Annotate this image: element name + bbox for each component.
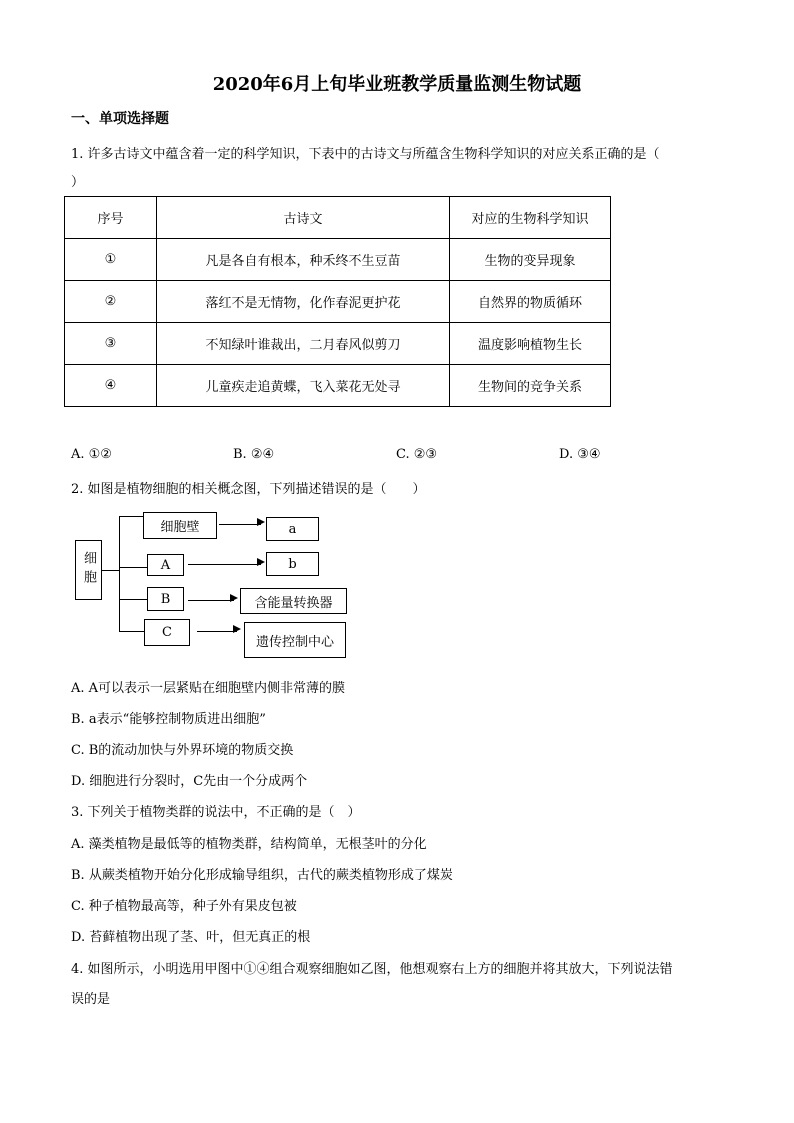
cell-concept-diagram [0,500,794,670]
q2-option-c[interactable]: C. B的流动加快与外界环境的物质交换 [71,743,294,758]
header-cell: 对应的生物科学知识 [450,197,611,239]
table-cell: 生物的变异现象 [450,239,611,281]
box-b: b [266,552,319,576]
page-title: 2020年6月上旬毕业班教学质量监测生物试题 [212,74,582,95]
diagram-branch [119,567,147,568]
table-cell: ② [65,281,157,323]
arrow-line [188,564,261,565]
section-heading: 一、单项选择题 [71,111,169,127]
table-cell: ④ [65,365,157,407]
q1-stem-end: ） [71,175,85,190]
arrow-head-icon [230,594,238,602]
table-cell: 凡是各自有根本，种禾终不生豆苗 [157,239,450,281]
cell-wall-box: 细胞壁 [143,512,217,539]
box-a: a [266,517,319,541]
arrow-line [197,631,237,632]
box-B: B [147,587,184,611]
box-A: A [147,554,184,576]
q3-option-d[interactable]: D. 苔藓植物出现了茎、叶，但无真正的根 [71,930,311,945]
table-cell: ③ [65,323,157,365]
arrow-head-icon [257,558,265,566]
arrow-head-icon [233,625,241,633]
box-C: C [144,619,190,646]
table-header-row [65,197,611,239]
arrow-line [188,600,234,601]
q3-stem: 3. 下列关于植物类群的说法中，不正确的是（ ） [71,805,361,820]
q4-stem: 4. 如图所示，小明选用甲图中①④组合观察细胞如乙图，他想观察右上方的细胞并将其放大，下列说法错 [71,962,673,977]
table-cell: 不知绿叶谁裁出，二月春风似剪刀 [157,323,450,365]
diagram-branch [119,631,144,632]
table-row [65,365,611,407]
q2-option-b[interactable]: B. a表示“能够控制物质进出细胞” [71,712,266,727]
q1-option-a[interactable]: A. ①② [71,447,112,462]
arrow-head-icon [257,518,265,526]
q2-option-a[interactable]: A. A可以表示一层紧贴在细胞壁内侧非常薄的膜 [71,681,346,696]
energy-converter-box: 含能量转换器 [240,588,347,614]
q3-option-a[interactable]: A. 藻类植物是最低等的植物类群，结构简单，无根茎叶的分化 [71,837,427,852]
q2-stem: 2. 如图是植物细胞的相关概念图，下列描述错误的是（ ） [71,482,426,497]
diagram-connector [102,570,119,571]
table-row [65,281,611,323]
q3-option-b[interactable]: B. 从蕨类植物开始分化形成输导组织，古代的蕨类植物形成了煤炭 [71,868,453,883]
q1-table [64,196,611,407]
diagram-root-box: 细胞 [75,540,102,600]
header-cell: 序号 [65,197,157,239]
diagram-branch [119,516,143,517]
table-cell: 生物间的竞争关系 [450,365,611,407]
genetic-control-center-box: 遗传控制中心 [244,622,346,658]
table-cell: 儿童疾走追黄蝶，飞入菜花无处寻 [157,365,450,407]
table-row [65,323,611,365]
table-cell: 自然界的物质循环 [450,281,611,323]
table-row [65,239,611,281]
table-cell: 温度影响植物生长 [450,323,611,365]
q1-option-c[interactable]: C. ②③ [396,447,438,462]
q3-option-c[interactable]: C. 种子植物最高等，种子外有果皮包被 [71,899,297,914]
q4-stem-end: 误的是 [71,992,111,1007]
q1-stem: 1. 许多古诗文中蕴含着一定的科学知识，下表中的古诗文与所蕴含生物科学知识的对应关系正确的是（ [71,147,660,162]
header-cell: 古诗文 [157,197,450,239]
q1-option-d[interactable]: D. ③④ [559,447,601,462]
table-cell: 落红不是无情物，化作春泥更护花 [157,281,450,323]
table-cell: ① [65,239,157,281]
arrow-line [219,524,261,525]
q1-option-b[interactable]: B. ②④ [233,447,275,462]
diagram-trunk-line [119,516,120,632]
diagram-branch [119,599,147,600]
q2-option-d[interactable]: D. 细胞进行分裂时，C先由一个分成两个 [71,774,308,789]
